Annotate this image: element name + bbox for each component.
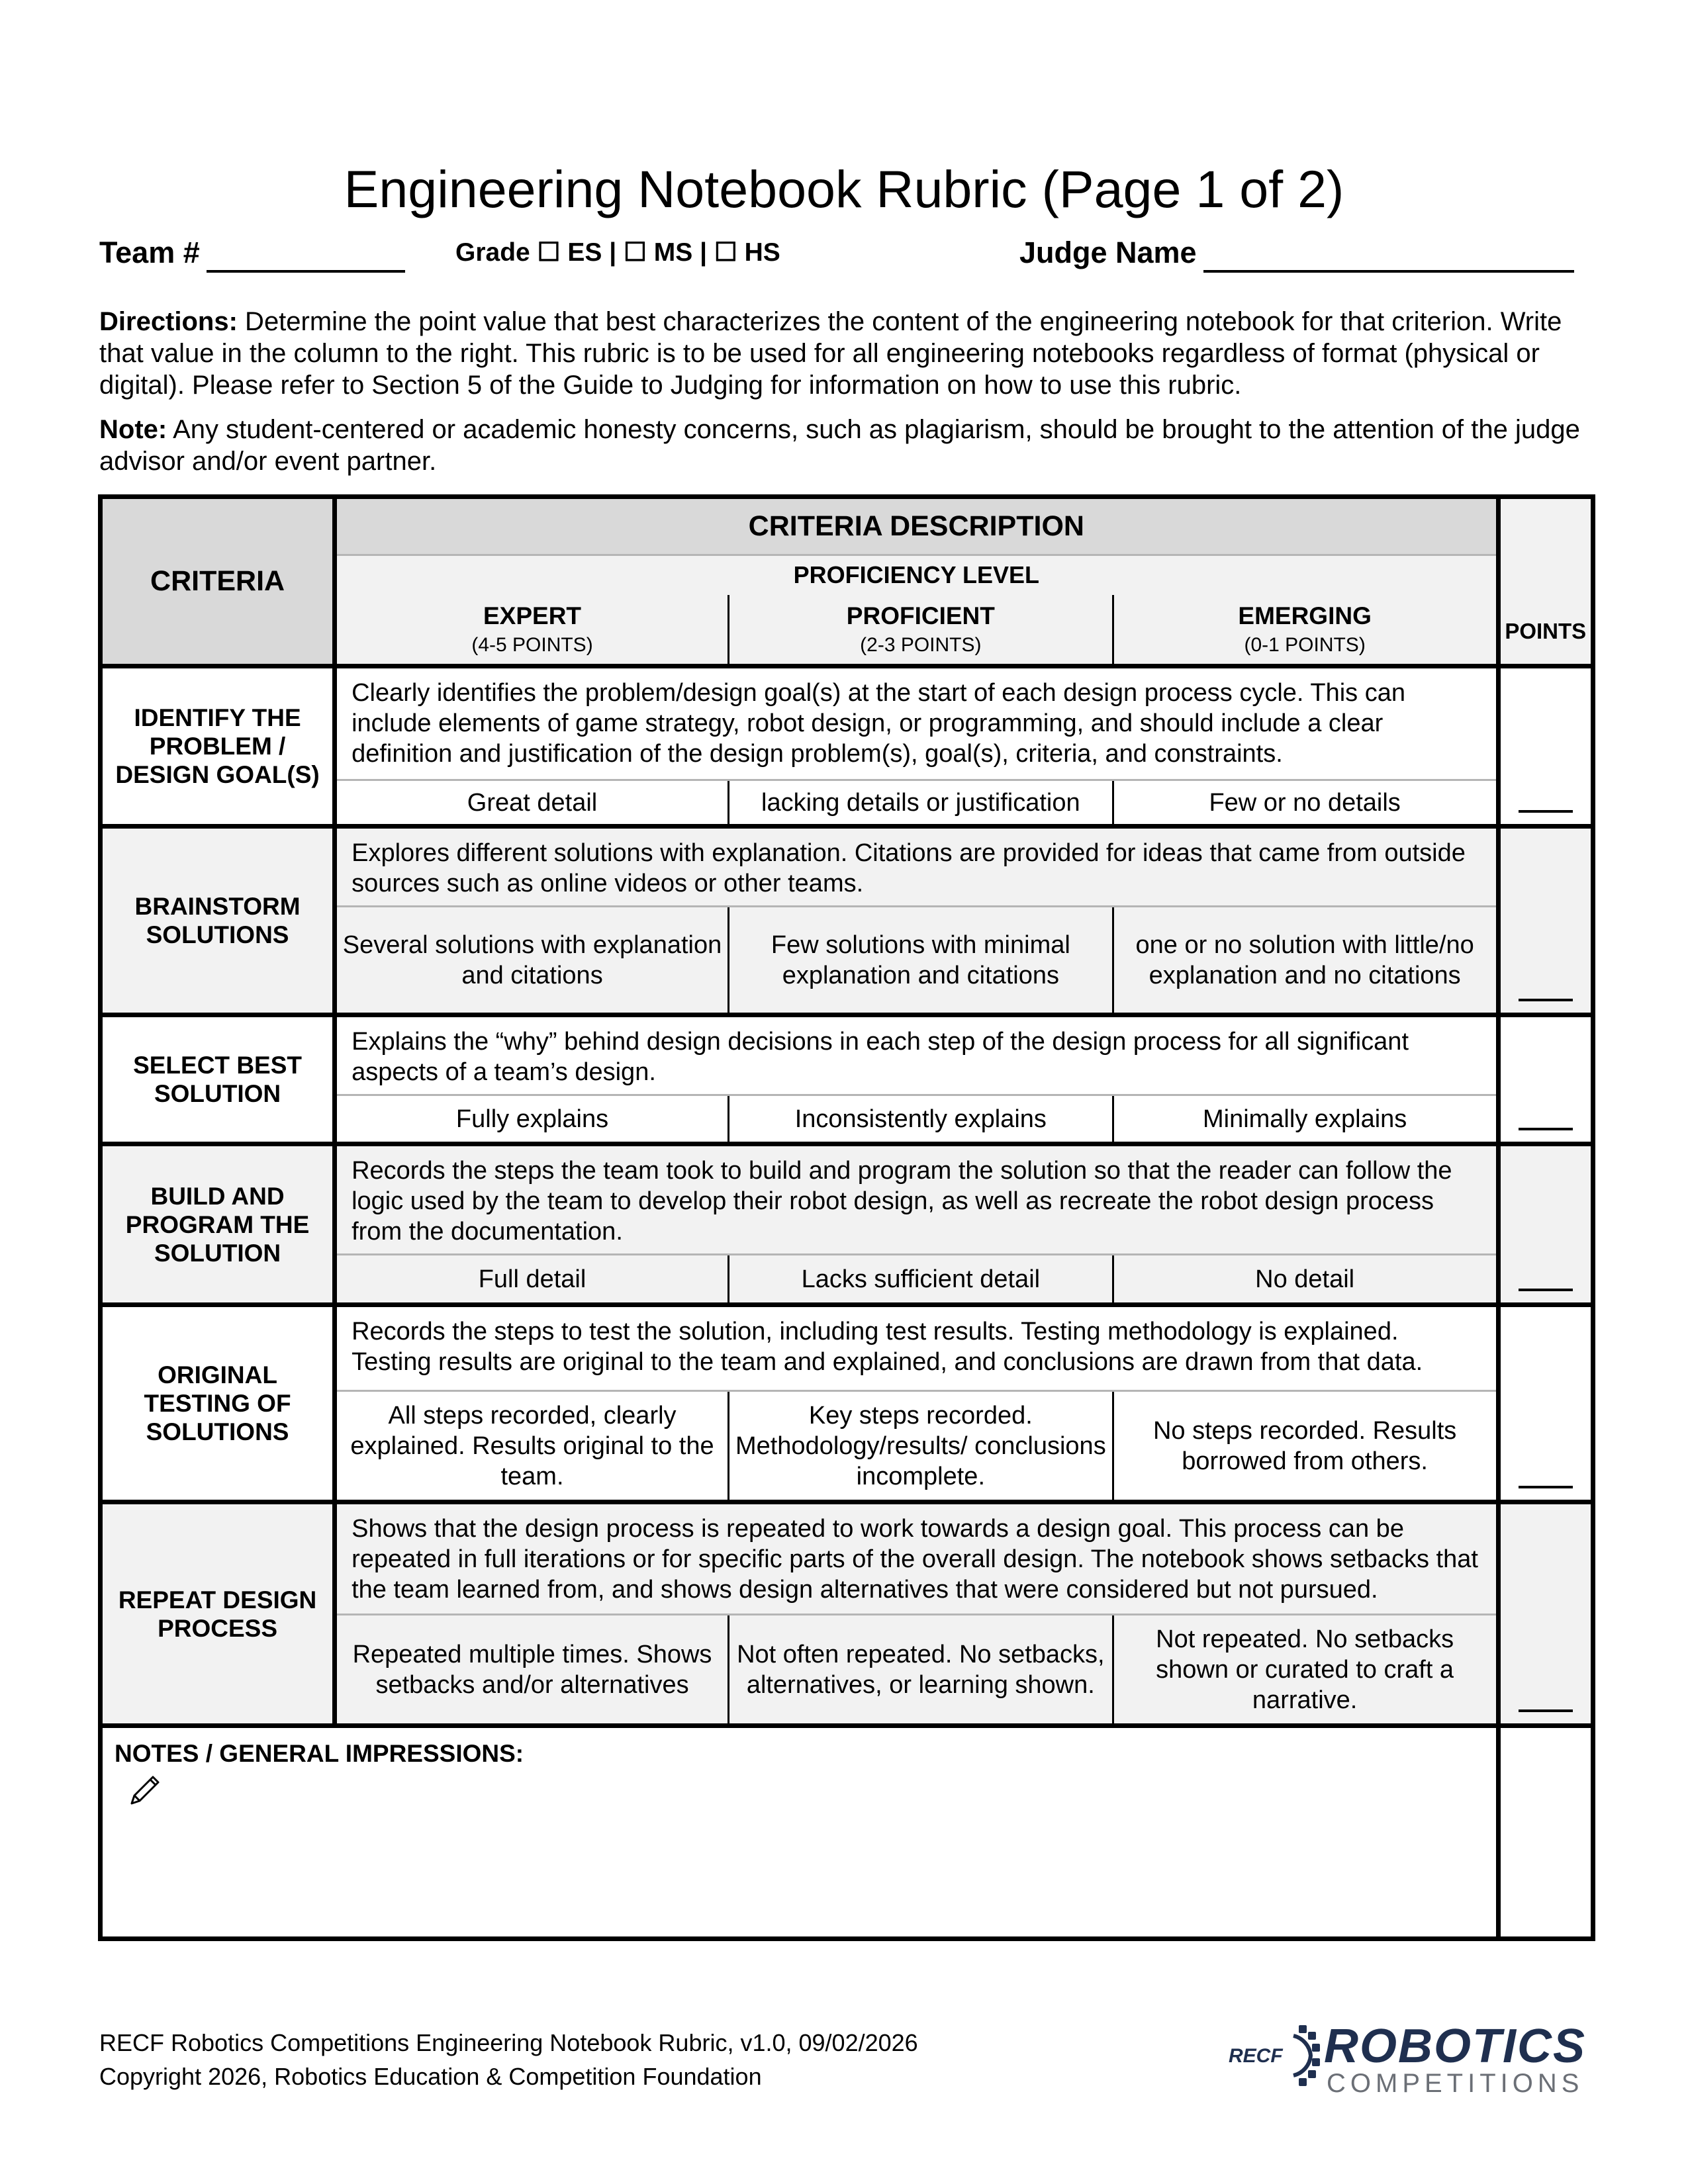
points-header: POINTS: [1498, 497, 1593, 666]
emerging-original-testing: No steps recorded. Results borrowed from others.: [1113, 1391, 1498, 1502]
proficient-identify-problem: lacking details or justification: [728, 780, 1113, 827]
directions-label: Directions:: [99, 307, 238, 336]
expert-select-best: Fully explains: [335, 1095, 729, 1144]
criteria-identify-problem: IDENTIFY THE PROBLEM / DESIGN GOAL(S): [101, 666, 335, 827]
table-row: [101, 1144, 1593, 1255]
logo-robotics-text: ROBOTICS: [1324, 2020, 1587, 2073]
proficient-repeat-design: Not often repeated. No setbacks, alternatives, or learning shown.: [728, 1615, 1113, 1726]
footer-copyright: Copyright 2026, Robotics Education & Competition Foundation: [99, 2063, 762, 2090]
criteria-repeat-design: REPEAT DESIGN PROCESS: [101, 1502, 335, 1726]
proficient-build-program: Lacks sufficient detail: [728, 1255, 1113, 1305]
criteria-original-testing: ORIGINAL TESTING OF SOLUTIONS: [101, 1305, 335, 1502]
footer-version: RECF Robotics Competitions Engineering Notebook Rubric, v1.0, 09/02/2026: [99, 2029, 918, 2056]
criteria-description-header: CRITERIA DESCRIPTION: [335, 497, 1498, 555]
emerging-identify-problem: Few or no details: [1113, 780, 1498, 827]
team-number-line[interactable]: [207, 240, 405, 273]
expert-build-program: Full detail: [335, 1255, 729, 1305]
notes-area[interactable]: [101, 1726, 1499, 1939]
points-build-program[interactable]: [1498, 1144, 1593, 1305]
criteria-build-program: BUILD AND PROGRAM THE SOLUTION: [101, 1144, 335, 1305]
points-select-best[interactable]: [1498, 1015, 1593, 1144]
judge-name-field[interactable]: [1019, 233, 1574, 273]
directions: [99, 306, 1589, 401]
description-build-program: Records the steps the team took to build and program the solution so that the reader can follow the logic used by the team to develop their robot design, as well as recreate the robot design process from the documentation.: [335, 1144, 1498, 1255]
team-label: Team #: [99, 236, 200, 269]
level-expert: EXPERT (4-5 POINTS): [335, 595, 729, 666]
note-label: Note:: [99, 415, 167, 444]
team-number-field[interactable]: [99, 233, 405, 273]
logo-recf-text: RECF: [1229, 2045, 1283, 2067]
criteria-header: CRITERIA: [101, 497, 335, 666]
points-identify-problem[interactable]: [1498, 666, 1593, 827]
page-title: Engineering Notebook Rubric (Page 1 of 2): [344, 159, 1344, 218]
gear-icon: [1282, 2023, 1324, 2089]
note: [99, 414, 1589, 477]
description-original-testing: Records the steps to test the solution, including test results. Testing methodology is explained. Testing results are original to the team and explained, and conclusions are drawn from that data.: [335, 1305, 1498, 1391]
proficient-select-best: Inconsistently explains: [728, 1095, 1113, 1144]
expert-original-testing: All steps recorded, clearly explained. Results original to the team.: [335, 1391, 729, 1502]
grade-selector[interactable]: Grade ☐ ES | ☐ MS | ☐ HS: [455, 238, 780, 267]
description-brainstorm: Explores different solutions with explanation. Citations are provided for ideas that came from outside sources such as online videos or other teams.: [335, 827, 1498, 907]
points-repeat-design[interactable]: [1498, 1502, 1593, 1726]
rubric-table: [98, 494, 1595, 1941]
judge-label: Judge Name: [1019, 236, 1197, 269]
emerging-brainstorm: one or no solution with little/no explanation and no citations: [1113, 907, 1498, 1015]
judge-name-line[interactable]: [1203, 240, 1574, 273]
notes-row: [101, 1726, 1593, 1939]
expert-brainstorm: Several solutions with explanation and citations: [335, 907, 729, 1015]
table-row: [101, 666, 1593, 780]
level-emerging: EMERGING (0-1 POINTS): [1113, 595, 1498, 666]
points-original-testing[interactable]: [1498, 1305, 1593, 1502]
notes-points-cell: [1498, 1726, 1593, 1939]
emerging-repeat-design: Not repeated. No setbacks shown or curated to craft a narrative.: [1113, 1615, 1498, 1726]
proficiency-level-header: PROFICIENCY LEVEL: [335, 555, 1498, 595]
recf-robotics-logo: [1223, 2017, 1594, 2097]
level-proficient: PROFICIENT (2-3 POINTS): [728, 595, 1113, 666]
table-row: [101, 1502, 1593, 1615]
criteria-brainstorm: BRAINSTORM SOLUTIONS: [101, 827, 335, 1015]
pencil-icon: [126, 1772, 164, 1809]
table-row: [101, 1015, 1593, 1095]
description-select-best: Explains the “why” behind design decisions in each step of the design process for all significant aspects of a team’s design.: [335, 1015, 1498, 1095]
table-row: [101, 827, 1593, 907]
table-header-row: [101, 497, 1593, 555]
emerging-build-program: No detail: [1113, 1255, 1498, 1305]
emerging-select-best: Minimally explains: [1113, 1095, 1498, 1144]
description-repeat-design: Shows that the design process is repeated to work towards a design goal. This process can be repeated in full iterations or for specific parts of the overall design. The notebook shows setbacks that the team learned from, and shows design alternatives that were considered but not pursued.: [335, 1502, 1498, 1615]
expert-repeat-design: Repeated multiple times. Shows setbacks and/or alternatives: [335, 1615, 729, 1726]
criteria-select-best: SELECT BEST SOLUTION: [101, 1015, 335, 1144]
note-text: Any student-centered or academic honesty concerns, such as plagiarism, should be brought to the attention of the judge advisor and/or event partner.: [99, 415, 1580, 476]
proficient-original-testing: Key steps recorded. Methodology/results/ conclusions incomplete.: [728, 1391, 1113, 1502]
logo-competitions-text: COMPETITIONS: [1327, 2069, 1584, 2098]
expert-identify-problem: Great detail: [335, 780, 729, 827]
proficient-brainstorm: Few solutions with minimal explanation and citations: [728, 907, 1113, 1015]
points-brainstorm[interactable]: [1498, 827, 1593, 1015]
notes-label: NOTES / GENERAL IMPRESSIONS:: [115, 1740, 524, 1767]
directions-text: Determine the point value that best characterizes the content of the engineering notebook for that criterion. Write that value in the column to the right. This rubric is to be used for all engineering notebooks regardless of format (physical or digital). Please refer to Section 5 of the Guide to Judging for information on how to use this rubric.: [99, 307, 1562, 400]
description-identify-problem: Clearly identifies the problem/design goal(s) at the start of each design process cycle. This can include elements of game strategy, robot design, or programming, and should include a clear definition and justification of the design problem(s), goal(s), criteria, and constraints.: [335, 666, 1498, 780]
table-row: [101, 1305, 1593, 1391]
